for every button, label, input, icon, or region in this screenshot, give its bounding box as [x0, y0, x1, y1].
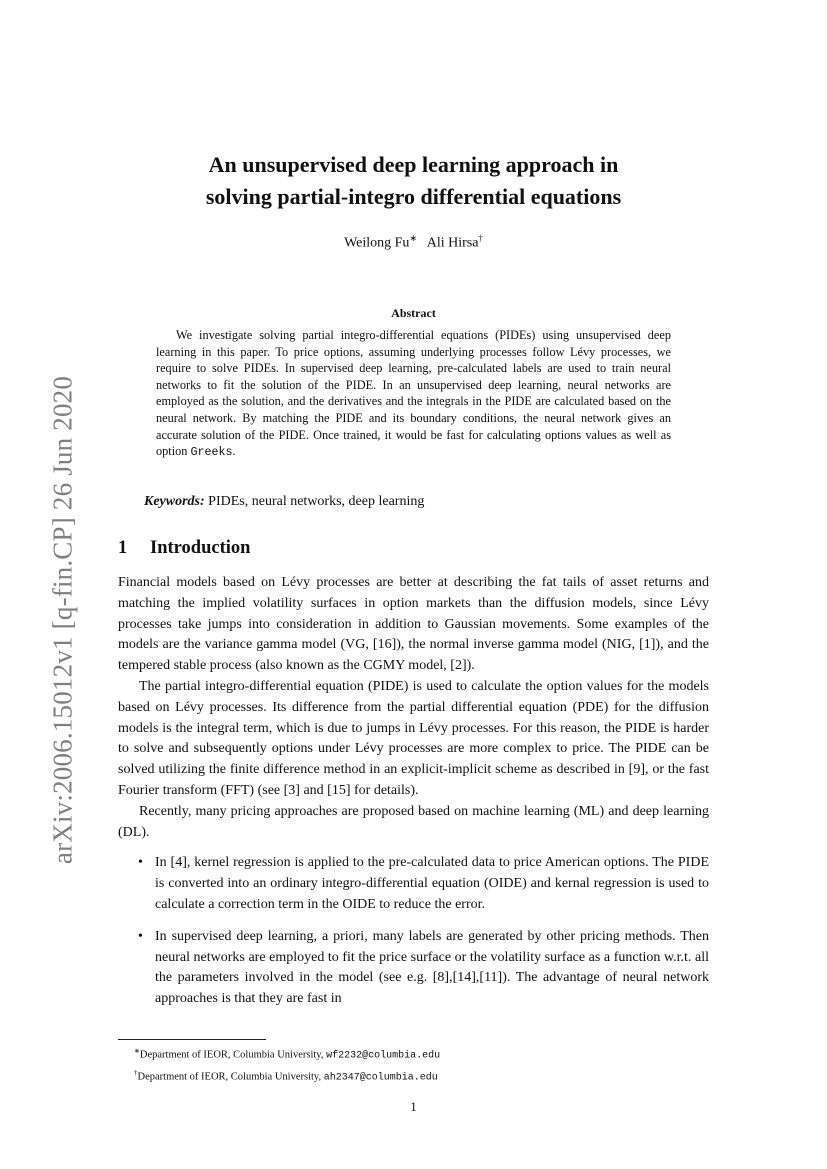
keywords-label: Keywords:: [144, 494, 205, 509]
section-heading: [118, 538, 709, 559]
author-name: Weilong Fu: [344, 235, 410, 251]
abstract-code-term: Greeks: [190, 445, 233, 460]
section-number: 1: [118, 538, 128, 558]
section-title: Introduction: [150, 538, 251, 558]
title-line-2: solving partial-integro differential equations: [205, 184, 622, 209]
list-item: [118, 927, 709, 1010]
footnote-email: ah2347@columbia.edu: [323, 1072, 438, 1083]
footnotes: [134, 1043, 709, 1086]
bullet-marker: •: [138, 855, 143, 871]
footnote-text: Department of IEOR, Columbia University,: [139, 1049, 327, 1061]
body-paragraph: Recently, many pricing approaches are proposed based on machine learning (ML) and deep learning (DL).: [118, 803, 709, 840]
arxiv-identifier-stamp: arXiv:2006.15012v1 [q-fin.CP] 26 Jun 2020: [47, 375, 78, 865]
bullet-marker: •: [138, 928, 143, 944]
list-item-text: In supervised deep learning, a priori, many labels are generated by other pricing methods. Then neural networks are employed to fit the price surface or the volatility surface as a function w.r.t. all the parameters involved in the model (see e.g. [8],[14],[11]). The advantage of neural network approaches is that they are fast in: [155, 928, 709, 1007]
body-paragraph: The partial integro-differential equation (PIDE) is used to calculate the option values for the models based on Lévy processes. Its difference from the partial differential equation (PDE) for the diffusion models is the integral term, which is due to jumps in Lévy processes. For this reason, the PIDE is harder to solve and subsequently options under Lévy processes are more complex to price. The PIDE can be solved utilizing the finite difference method in an explicit-implicit scheme as described in [9], or the fast Fourier transform (FFT) (see [3] and [15] for details).: [118, 678, 709, 798]
abstract-main-text: We investigate solving partial integro-differential equations (PIDEs) using unsupervised deep learning in this paper. To price options, assuming underlying processes follow Lévy processes, we require to solve PIDEs. In supervised deep learning, pre-calculated labels are used to train neural networks to fit the solution of the PIDE. In an unsupervised deep learning, neural networks are employed as the solution, and the derivatives and the integrals in the PIDE are calculated based on the neural network. By matching the PIDE and its boundary conditions, the neural network gives an accurate solution of the PIDE. Once trained, it would be fast for calculating options values as well as option: [156, 328, 671, 459]
footnote-email: wf2232@columbia.edu: [326, 1050, 441, 1062]
footnote-mark: †: [134, 1068, 138, 1077]
footnote-mark: ∗: [134, 1047, 140, 1055]
footnote-divider: [118, 1039, 266, 1040]
body-paragraph: Financial models based on Lévy processes are better at describing the fat tails of asset returns and matching the implied volatility surfaces in option markets than the diffusion models, since Lévy processes take jumps into consideration in addition to Gaussian movements. Some examples of the models are the variance gamma model (VG, [16]), the normal inverse gamma model (NIG, [1]), and the tempered stable process (also known as the CGMY model, [2]).: [118, 575, 709, 674]
author-footnote-mark: ∗: [409, 233, 417, 243]
bullet-list: [118, 853, 709, 1010]
abstract-heading: Abstract: [391, 306, 436, 320]
section-body: [118, 573, 709, 1021]
list-item: [118, 853, 709, 915]
keywords-line: [144, 494, 704, 510]
author-list: [118, 233, 709, 252]
author-name: Ali Hirsa: [426, 235, 479, 251]
page-number: 1: [410, 1099, 417, 1114]
footnote: [134, 1043, 709, 1065]
title-line-1: An unsupervised deep learning approach in: [208, 152, 619, 177]
author-footnote-mark: †: [478, 233, 483, 243]
abstract-text: [156, 327, 671, 461]
footnote-text: Department of IEOR, Columbia University,: [137, 1071, 324, 1082]
footnote: [134, 1065, 709, 1087]
abstract-end: .: [232, 444, 236, 459]
keywords-text: PIDEs, neural networks, deep learning: [208, 494, 425, 509]
paper-title: [118, 149, 709, 213]
list-item-text: In [4], kernel regression is applied to the pre-calculated data to price American options. The PIDE is converted into an ordinary integro-differential equation (OIDE) and kernal regression is used to calculate a correction term in the OIDE to reduce the error.: [155, 855, 709, 912]
